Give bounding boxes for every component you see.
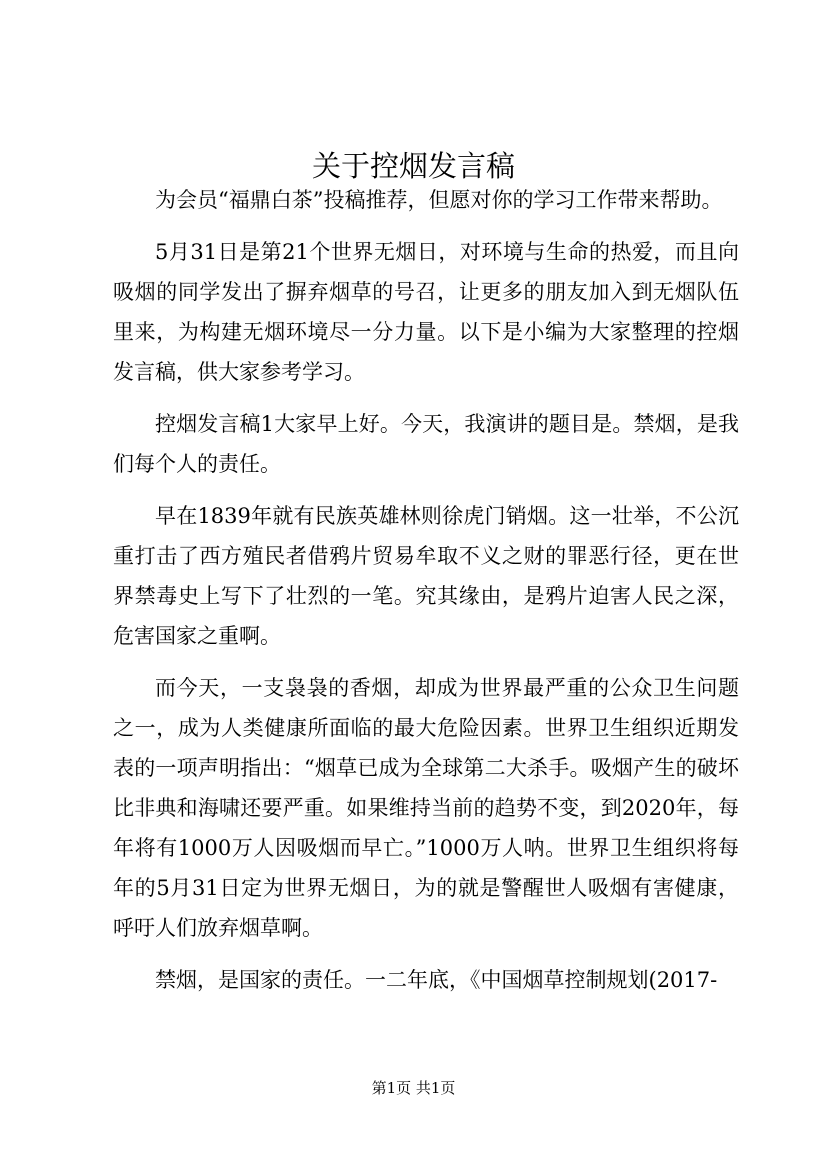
paragraph-6: 禁烟，是国家的责任。一二年底，《中国烟草控制规划(2017- <box>155 968 718 992</box>
page-footer: 第1页 共1页 <box>371 1079 456 1097</box>
paragraph-2: 5月31日是第21个世界无烟日，对环境与生命的热爱，而且向吸烟的同学发出了摒弃烟草的号召，让更多的朋友加入到无烟队伍里来，为构建无烟环境尽一分力量。以下是小编为大家整理的控烟发言稿，供大家参考学习。 <box>113 240 739 384</box>
paragraph-3: 控烟发言稿1大家早上好。今天，我演讲的题目是。禁烟，是我们每个人的责任。 <box>113 412 739 476</box>
paragraph-4: 早在1839年就有民族英雄林则徐虎门销烟。这一壮举，不公沉重打击了西方殖民者借鸦片贸易牟取不义之财的罪恶行径，更在世界禁毒史上写下了壮烈的一笔。究其缘由，是鸦片迫害人民之深，危害国家之重啊。 <box>113 504 739 648</box>
document-title: 关于控烟发言稿 <box>311 149 515 183</box>
paragraph-5: 而今天，一支袅袅的香烟，却成为世界最严重的公众卫生问题之一，成为人类健康所面临的最大危险因素。世界卫生组织近期发表的一项声明指出：“烟草已成为全球第二大杀手。吸烟产生的破坏比非典和海啸还要严重。如果维持当前的趋势不变，到2020年，每年将有1000万人因吸烟而早亡。”1000万人呐。世界卫生组织将每年的5月31日定为世界无烟日，为的就是警醒世人吸烟有害健康，呼吁人们放弃烟草啊。 <box>113 676 739 940</box>
paragraph-1: 为会员“福鼎白茶”投稿推荐，但愿对你的学习工作带来帮助。 <box>155 188 723 212</box>
document-body <box>113 180 739 1012</box>
